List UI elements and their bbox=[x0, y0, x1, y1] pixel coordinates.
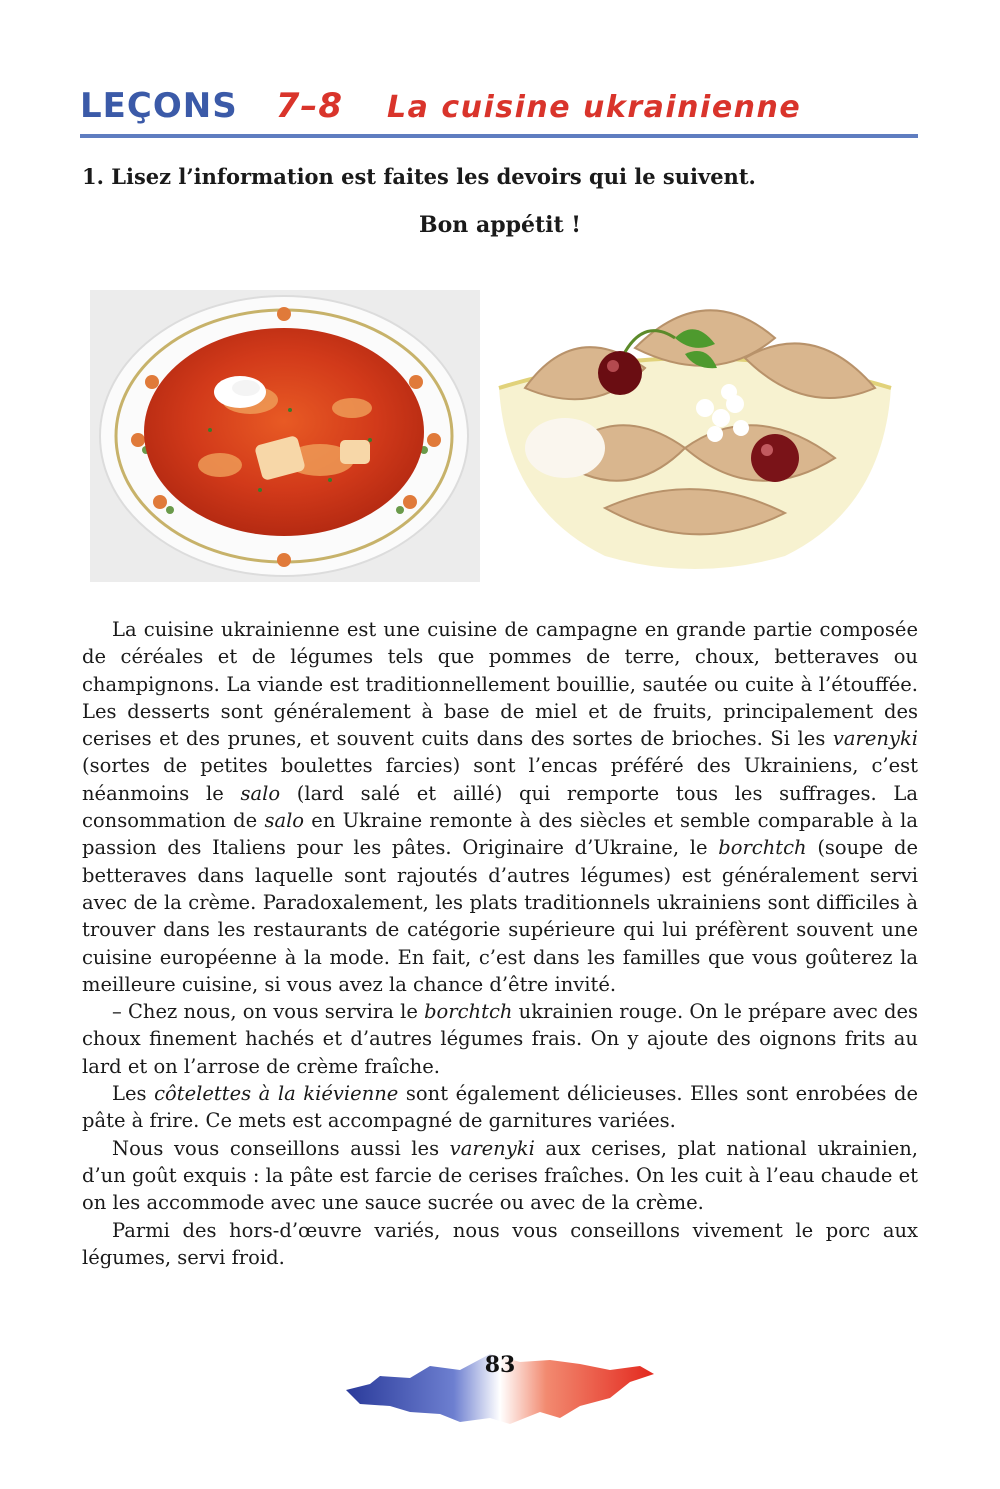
paragraph bbox=[82, 616, 918, 998]
header-divider bbox=[80, 134, 918, 138]
paragraph bbox=[82, 1135, 918, 1217]
text-run: ukrainien rouge. On le prépare avec des choux finement hachés et d’autres légumes frais. On y ajoute des oignons frits au lard et on l’arrose de crème fraîche. bbox=[82, 1000, 918, 1078]
text-run: en Ukraine remonte à des siècles et semble comparable à la passion des Italiens pour les pâtes. Originaire d’Ukraine, le bbox=[82, 809, 918, 860]
paragraph bbox=[82, 1080, 918, 1135]
italic-term: côtelettes à la kiévienne bbox=[154, 1082, 399, 1106]
lesson-title: La cuisine ukrainienne bbox=[387, 90, 802, 125]
italic-term: salo bbox=[264, 809, 305, 833]
italic-term: varenyki bbox=[449, 1136, 535, 1160]
page-number: 83 bbox=[484, 1352, 516, 1378]
text-run: (lard salé et aillé) qui remporte tous les suffrages. La consommation de bbox=[82, 781, 918, 833]
section-subtitle: Bon appétit ! bbox=[419, 212, 581, 238]
varenyky-photo bbox=[485, 258, 905, 582]
text-run: – Chez nous, on vous servira le bbox=[112, 1000, 425, 1024]
exercise-instruction: 1. Lisez l’information est faites les devoirs qui le suivent. bbox=[82, 164, 756, 189]
text-run: La cuisine ukrainienne est une cuisine de campagne en grande partie composée de céréales et de légumes tels que pommes de terre, choux, betteraves ou champignons. La viande est traditionnellement bouillie, sautée ou cuite à l’étouffée. Les desserts sont généralement à base de miel et de fruits, principalement des cerises et des prunes, et souvent cuits dans des sortes de brioches. Si les bbox=[82, 618, 918, 751]
text-run: sont également délicieuses. Elles sont enrobées de pâte à frire. Ce mets est accompagné de garnitures variées. bbox=[82, 1082, 918, 1133]
text-run: (sortes de petites boulettes farcies) sont l’encas préféré des Ukrainiens, c’est néanmoins le bbox=[82, 754, 918, 805]
text-run: Nous vous conseillons aussi les bbox=[112, 1136, 450, 1160]
lesson-header bbox=[80, 86, 918, 140]
italic-term: borchtch bbox=[424, 1000, 513, 1024]
text-run: aux cerises, plat national ukrainien, d’un goût exquis : la pâte est farcie de cerises fraîches. On les cuit à l’eau chaude et on les accommode avec une sauce sucrée ou avec de la crème. bbox=[82, 1136, 918, 1215]
text-run: Parmi des hors-d’œuvre variés, nous vous conseillons vivement le porc aux légumes, servi froid. bbox=[82, 1218, 918, 1269]
lesson-heading bbox=[80, 86, 801, 126]
italic-term: borchtch bbox=[718, 836, 807, 860]
text-run: Les bbox=[112, 1082, 155, 1106]
article-text bbox=[82, 616, 918, 1271]
lesson-numbers: 7–8 bbox=[275, 86, 344, 126]
paragraph bbox=[82, 998, 918, 1080]
paragraph bbox=[82, 1217, 918, 1272]
italic-term: salo bbox=[240, 781, 281, 805]
text-run: (soupe de betteraves dans laquelle sont rajoutés d’autres légumes) est généralement servi avec de la crème. Paradoxalement, les plats traditionnels ukrainiens sont difficiles à trouver dans les restaurants de catégorie supérieure qui lui préfèrent souvent une cuisine européenne à la mode. En fait, c’est dans les familles que vous goûterez la meilleure cuisine, si vous avez la chance d’être invité. bbox=[82, 836, 918, 996]
lesson-word: LEÇONS bbox=[80, 86, 238, 126]
italic-term: varenyki bbox=[832, 727, 918, 751]
borsch-photo bbox=[90, 290, 480, 582]
page-footer bbox=[340, 1340, 660, 1440]
